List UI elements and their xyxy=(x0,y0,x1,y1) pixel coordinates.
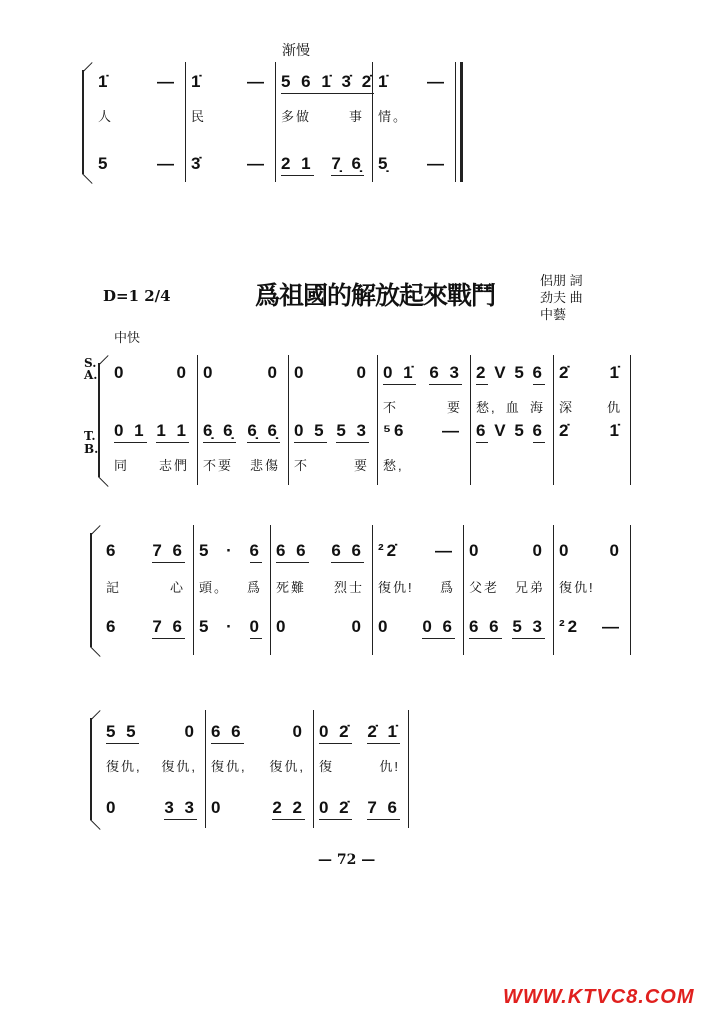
measure xyxy=(372,525,463,655)
bar-line xyxy=(630,525,631,655)
note: — xyxy=(427,154,447,173)
lower-voice-notes xyxy=(476,421,545,443)
upper-voice-notes xyxy=(319,722,400,744)
note: 2̇ xyxy=(559,421,572,440)
note: 6 xyxy=(476,421,488,443)
note: 0 xyxy=(211,798,224,817)
lower-voice-notes xyxy=(114,421,189,443)
lyric-line xyxy=(559,397,622,416)
lyric-syllable: 復仇, xyxy=(211,759,247,774)
measure xyxy=(197,355,288,485)
system-bracket xyxy=(82,70,84,174)
note: 0 xyxy=(106,798,119,817)
note: 7̣ 6̣ xyxy=(331,154,364,176)
lyric-line xyxy=(191,106,267,125)
upper-voice-notes xyxy=(211,722,305,744)
note: 0 1 xyxy=(114,421,147,443)
note: V xyxy=(494,421,509,440)
upper-voice-notes xyxy=(559,541,622,561)
label-s: S. xyxy=(84,356,97,370)
lyric-syllable: 海 xyxy=(529,400,545,415)
lyric-syllable: 復仇! xyxy=(378,580,414,595)
note: 6 6 xyxy=(276,541,309,563)
lyric-syllable: 復仇, xyxy=(161,759,197,774)
note: 2 xyxy=(476,363,488,385)
voice-label-tb xyxy=(84,430,98,456)
lower-voice-notes xyxy=(294,421,369,443)
final-bar-line xyxy=(460,62,463,182)
lyric-line xyxy=(211,756,305,775)
note: 6 6 xyxy=(331,541,364,563)
note: · xyxy=(226,617,235,636)
note: 0 xyxy=(292,722,305,741)
note: 2 1 xyxy=(281,154,314,176)
key-signature: D=1 2/4 xyxy=(103,287,171,305)
lyric-syllable: 多做 xyxy=(281,109,312,124)
note: 0 5 xyxy=(294,421,327,443)
system-bracket xyxy=(90,718,92,820)
bar-line xyxy=(408,710,409,828)
note: · xyxy=(226,541,235,560)
lyric-syllable: 父老 xyxy=(469,580,500,595)
note: ²2̇ xyxy=(378,541,400,560)
brace-top xyxy=(82,62,93,73)
lower-voice-notes xyxy=(191,154,267,174)
score-system xyxy=(0,710,710,828)
note: — xyxy=(442,421,462,440)
system-bracket xyxy=(98,363,100,477)
measure xyxy=(275,62,375,182)
lyric-line xyxy=(476,397,545,416)
note: 2̇ 1̇ xyxy=(367,722,400,744)
lyric-syllable: 頭。 xyxy=(199,580,230,595)
measure xyxy=(193,525,270,655)
upper-voice-notes xyxy=(98,72,177,92)
measure xyxy=(100,710,205,828)
note: 0 xyxy=(184,722,197,741)
lyric-syllable: 記 xyxy=(106,580,122,595)
lower-voice-notes xyxy=(106,617,185,639)
score-system xyxy=(0,525,710,655)
note: 0 xyxy=(276,617,289,636)
lyric-line xyxy=(106,577,185,596)
bar-line xyxy=(630,355,631,485)
note: 3̇ xyxy=(191,154,204,173)
note: 0 xyxy=(532,541,545,560)
note: 0 xyxy=(294,363,307,382)
system-bracket xyxy=(90,533,92,647)
note: ²2 xyxy=(559,617,581,636)
bar-line xyxy=(455,62,456,182)
measure xyxy=(108,355,197,485)
brace-top xyxy=(90,710,101,721)
note: 6 xyxy=(106,541,119,560)
lyric-syllable: 志們 xyxy=(158,458,189,473)
note: 0 xyxy=(378,617,391,636)
note: 5 xyxy=(514,421,527,440)
lyric-line xyxy=(469,577,545,596)
note: 0 1̇ xyxy=(383,363,416,385)
measure xyxy=(553,525,630,655)
lyric-syllable: 不 xyxy=(294,458,310,473)
label-t: T. xyxy=(84,429,96,443)
note: 0 xyxy=(351,617,364,636)
voice-label-sa xyxy=(84,357,98,381)
lyric-syllable: 愁, xyxy=(476,400,497,415)
note: — xyxy=(157,72,177,91)
note: — xyxy=(247,72,267,91)
tempo-marking-2: 中快 xyxy=(114,330,141,345)
lyric-syllable: 爲 xyxy=(439,580,455,595)
arranger-credit: 中藝 xyxy=(540,307,567,322)
lyric-line xyxy=(281,106,364,125)
lyric-line xyxy=(199,577,262,596)
note: 2 2 xyxy=(272,798,305,820)
note: 0 2̇ xyxy=(319,722,352,744)
note: 5 6 1̇ 3̇ 2̇ xyxy=(281,72,374,94)
note: 2̇ xyxy=(559,363,572,382)
note: 0 xyxy=(114,363,127,382)
note: 0 2̇ xyxy=(319,798,352,820)
note: 6 xyxy=(533,363,545,385)
lyric-line xyxy=(294,455,369,474)
note: 6 xyxy=(533,421,545,443)
brace-top xyxy=(98,355,109,366)
note: 5 xyxy=(98,154,111,173)
measure xyxy=(470,355,553,485)
composer-credit: 劲夫 曲 xyxy=(540,290,583,305)
note: 5 5 xyxy=(106,722,139,744)
tempo-marking: 渐慢 xyxy=(282,42,310,58)
note: — xyxy=(157,154,177,173)
lyric-syllable: 復 xyxy=(319,759,335,774)
note: V xyxy=(494,363,509,382)
lower-voice-notes xyxy=(559,421,622,441)
lyric-syllable: 烈士 xyxy=(333,580,364,595)
lyric-line xyxy=(98,106,177,125)
lyric-syllable: 復仇! xyxy=(559,580,595,595)
lyric-syllable: 要 xyxy=(353,458,369,473)
note: 1̇ xyxy=(98,72,111,91)
note: 5 xyxy=(514,363,527,382)
note: 6 xyxy=(106,617,119,636)
upper-voice-notes xyxy=(559,363,622,383)
note: ⁵6 xyxy=(383,421,407,440)
note: 6̣ 6̣ xyxy=(247,421,280,443)
upper-voice-notes xyxy=(191,72,267,92)
note: 6̣ 6̣ xyxy=(203,421,236,443)
lyric-syllable: 心 xyxy=(169,580,185,595)
lyric-line xyxy=(106,756,197,775)
lyric-line xyxy=(559,577,622,596)
upper-voice-notes xyxy=(203,363,280,383)
note: 5̣ xyxy=(378,154,391,173)
lyric-line xyxy=(383,397,462,416)
upper-voice-notes xyxy=(378,541,455,561)
lower-voice-notes xyxy=(199,617,262,639)
lyric-syllable: 仇! xyxy=(379,759,400,774)
upper-voice-notes xyxy=(276,541,364,563)
note: 0 xyxy=(176,363,189,382)
lyric-syllable: 不要 xyxy=(203,458,234,473)
note: — xyxy=(602,617,622,636)
upper-voice-notes xyxy=(114,363,189,383)
note: 6 3 xyxy=(429,363,462,385)
note: 1̇ xyxy=(378,72,391,91)
lower-voice-notes xyxy=(203,421,280,443)
lyric-syllable: 人 xyxy=(98,109,114,124)
upper-voice-notes xyxy=(378,72,447,92)
note: 5 3 xyxy=(336,421,369,443)
lyric-syllable: 要 xyxy=(446,400,462,415)
lyric-line xyxy=(378,106,447,125)
watermark: WWW.KTVC8.COM xyxy=(503,986,695,1008)
measure xyxy=(92,62,185,182)
note: — xyxy=(427,72,447,91)
upper-voice-notes xyxy=(106,722,197,744)
note: 0 6 xyxy=(422,617,455,639)
note: 1 1 xyxy=(156,421,189,443)
note: 0 xyxy=(267,363,280,382)
brace-top xyxy=(90,525,101,536)
note: 5 xyxy=(199,617,212,636)
score-system xyxy=(0,62,710,182)
page-number: — 72 — xyxy=(318,852,376,868)
lyric-line xyxy=(378,577,455,596)
measure xyxy=(185,62,275,182)
measure xyxy=(270,525,372,655)
upper-voice-notes xyxy=(469,541,545,561)
label-a: A. xyxy=(84,368,98,382)
upper-voice-notes xyxy=(294,363,369,383)
lyric-syllable: 民 xyxy=(191,109,207,124)
brace-bottom xyxy=(90,646,101,657)
lyric-line xyxy=(114,455,189,474)
lower-voice-notes xyxy=(106,798,197,820)
brace-bottom xyxy=(98,476,109,487)
note: 6 6 xyxy=(211,722,244,744)
upper-voice-notes xyxy=(383,363,462,385)
lower-voice-notes xyxy=(469,617,545,639)
measure xyxy=(288,355,377,485)
lower-voice-notes xyxy=(378,617,455,639)
lyric-line xyxy=(276,577,364,596)
note: 3 3 xyxy=(164,798,197,820)
lyric-line xyxy=(319,756,400,775)
note: 1̇ xyxy=(609,421,622,440)
song-title: 爲祖國的解放起來戰鬥 xyxy=(255,281,496,310)
lyric-syllable: 不 xyxy=(383,400,399,415)
measure xyxy=(100,525,193,655)
note: 0 xyxy=(559,541,572,560)
lower-voice-notes xyxy=(276,617,364,637)
measure xyxy=(372,62,455,182)
measure xyxy=(377,355,470,485)
label-b: B. xyxy=(84,442,99,456)
lyric-syllable: 血 xyxy=(505,400,521,415)
note: 5 xyxy=(199,541,212,560)
brace-bottom xyxy=(90,819,101,830)
note: 6 6 xyxy=(469,617,502,639)
lyric-syllable: 爲 xyxy=(246,580,262,595)
lyric-syllable: 死難 xyxy=(276,580,307,595)
upper-voice-notes xyxy=(199,541,262,563)
lower-voice-notes xyxy=(559,617,622,637)
measure xyxy=(463,525,553,655)
brace-bottom xyxy=(82,173,93,184)
lyric-syllable: 同 xyxy=(114,458,130,473)
lyric-line xyxy=(383,455,462,474)
lower-voice-notes xyxy=(378,154,447,174)
note: 7 6 xyxy=(152,617,185,639)
lyric-syllable: 愁, xyxy=(383,458,404,473)
lower-voice-notes xyxy=(211,798,305,820)
lyric-syllable: 事 xyxy=(348,109,364,124)
lyric-syllable: 仇 xyxy=(606,400,622,415)
note: 1̇ xyxy=(191,72,204,91)
upper-voice-notes xyxy=(476,363,545,385)
lyric-line xyxy=(203,455,280,474)
measure xyxy=(553,355,630,485)
note: 0 xyxy=(469,541,482,560)
lyric-syllable: 復仇, xyxy=(106,759,142,774)
note: 0 xyxy=(609,541,622,560)
lyric-syllable: 復仇, xyxy=(269,759,305,774)
lyric-syllable: 深 xyxy=(559,400,575,415)
note: 5 3 xyxy=(512,617,545,639)
note: 0 xyxy=(203,363,216,382)
note: 6 xyxy=(250,541,262,563)
note: 7 6 xyxy=(367,798,400,820)
lower-voice-notes xyxy=(281,154,364,176)
lyricist-credit: 侶朋 詞 xyxy=(540,273,583,288)
measure xyxy=(205,710,313,828)
note: 0 xyxy=(356,363,369,382)
score-system xyxy=(0,355,710,485)
lower-voice-notes xyxy=(383,421,462,441)
lower-voice-notes xyxy=(98,154,177,174)
note: 7 6 xyxy=(152,541,185,563)
credits xyxy=(540,272,583,323)
lyric-syllable: 情。 xyxy=(378,109,409,124)
note: — xyxy=(435,541,455,560)
lyric-syllable: 悲傷 xyxy=(249,458,280,473)
measure xyxy=(313,710,408,828)
note: — xyxy=(247,154,267,173)
lyric-syllable: 兄弟 xyxy=(514,580,545,595)
upper-voice-notes xyxy=(281,72,375,94)
lower-voice-notes xyxy=(319,798,400,820)
upper-voice-notes xyxy=(106,541,185,563)
note: 1̇ xyxy=(609,363,622,382)
note: 0 xyxy=(250,617,262,639)
